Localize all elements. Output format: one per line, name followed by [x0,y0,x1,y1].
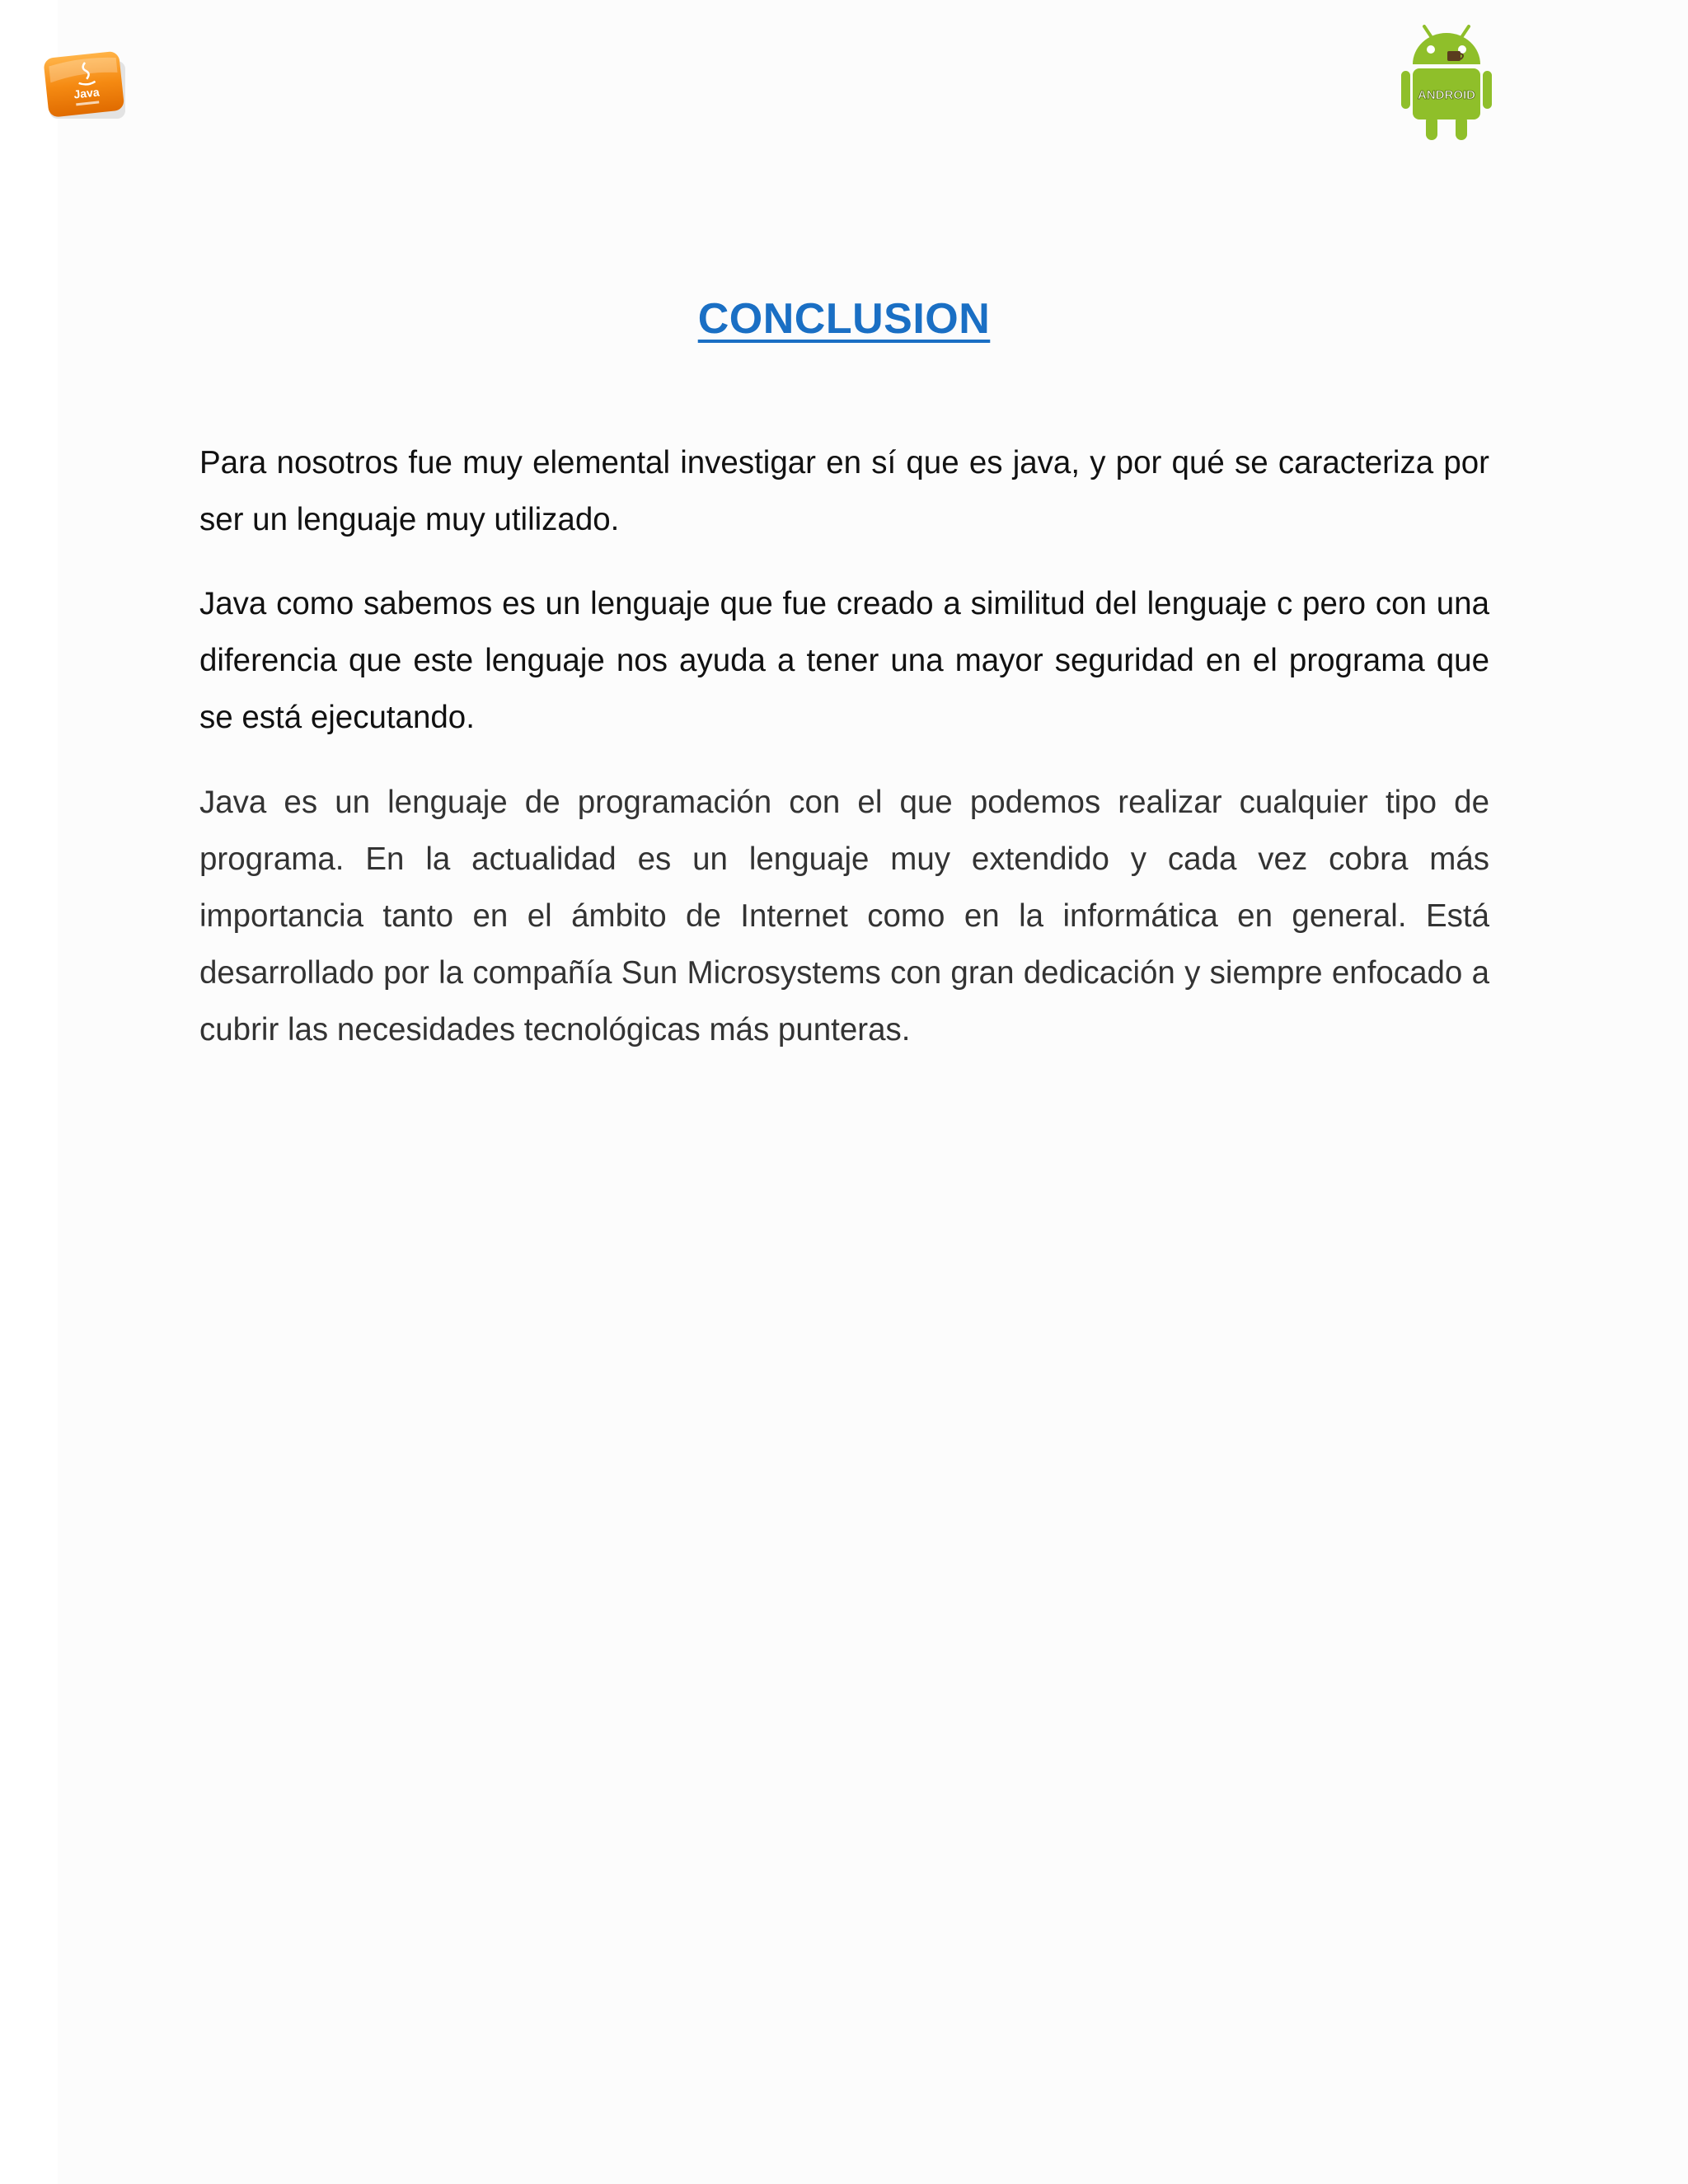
android-logo-text: ANDROID [1418,88,1475,102]
paragraph-2: Java como sabemos es un lenguaje que fue creado a similitud del lenguaje c pero con una diferencia que este lenguaje nos ayuda a tener una mayor seguridad en el programa que se está ejecutando. [199,586,1489,735]
java-logo-text: Java [73,85,101,101]
page-title: CONCLUSION [697,294,991,343]
paragraph-1: Para nosotros fue muy elemental investigar en sí que es java, y por qué se caracteriza por ser un lenguaje muy utilizado. [199,445,1489,537]
android-logo-icon [1401,25,1492,144]
paragraph-3: Java es un lenguaje de programación con el que podemos realizar cualquier tipo de programa. En la actualidad es un lenguaje muy extendido y cada vez cobra más importancia tanto en el ámbito de Internet como en la informática en general. Está desarrollado por la compañía Sun Microsystems con gran dedicación y siempre enfocado a cubrir las necesidades tecnológicas más punteras. [199,785,1489,1047]
java-logo-icon [43,51,129,120]
